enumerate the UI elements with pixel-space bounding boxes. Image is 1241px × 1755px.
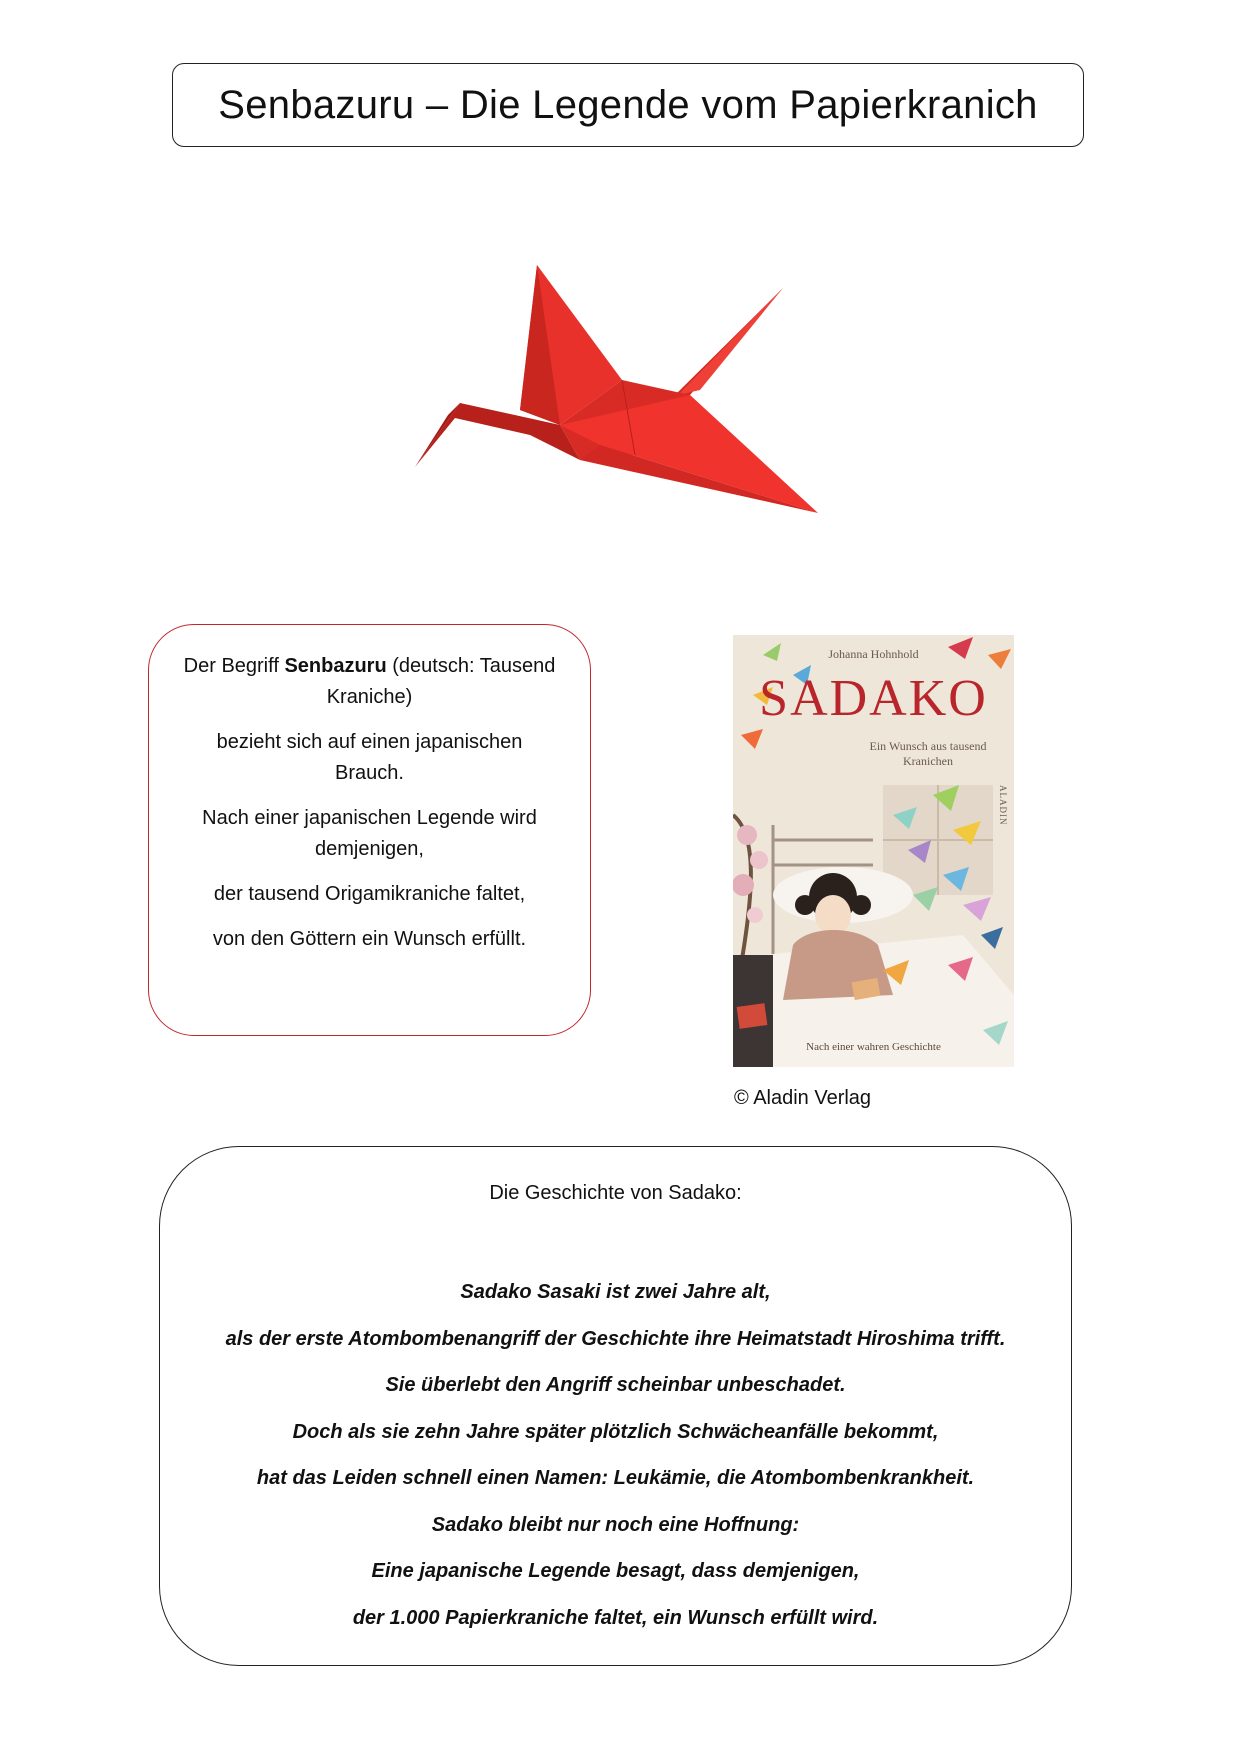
info-line-definition: Der Begriff Senbazuru (deutsch: Tausend Kraniche) <box>183 655 556 708</box>
crane-tail <box>670 288 783 400</box>
cover-tagline: Nach einer wahren Geschichte <box>806 1041 941 1053</box>
story-heading: Die Geschichte von Sadako: <box>489 1182 742 1204</box>
story-box <box>159 1146 1072 1666</box>
book-cover-image <box>733 635 1014 1067</box>
senbazuru-info-box <box>148 624 591 1036</box>
story-line: Eine japanische Legende besagt, dass demjenigen, <box>371 1560 860 1582</box>
story-line: Sadako bleibt nur noch eine Hoffnung: <box>431 1513 800 1536</box>
story-line: Doch als sie zehn Jahre später plötzlich Schwächeanfälle bekommt, <box>292 1420 939 1443</box>
cover-subtitle: Ein Wunsch aus tausend Kranichen <box>869 739 987 768</box>
info-line-legend: Nach einer japanischen Legende wird demjenigen, <box>202 807 537 860</box>
info-line-wish: von den Göttern ein Wunsch erfüllt. <box>212 928 527 950</box>
origami-crane-icon <box>400 255 830 520</box>
cover-publisher: ALADIN <box>998 785 1008 826</box>
story-line: hat das Leiden schnell einen Namen: Leukämie, die Atombombenkrankheit. <box>256 1467 975 1489</box>
cover-author: Johanna Hohnhold <box>828 647 919 661</box>
story-line: Sadako Sasaki ist zwei Jahre alt, <box>460 1281 771 1303</box>
story-text <box>160 1269 1071 1641</box>
title-box <box>172 63 1084 147</box>
term-senbazuru: Senbazuru <box>284 655 387 677</box>
story-line: Sie überlebt den Angriff scheinbar unbeschadet. <box>385 1374 846 1396</box>
page-title: Senbazuru – Die Legende vom Papierkranich <box>218 82 1038 127</box>
image-credit: © Aladin Verlag <box>734 1087 872 1109</box>
cover-title: SADAKO <box>759 670 988 727</box>
info-line-custom: bezieht sich auf einen japanischen Brauch. <box>216 731 523 784</box>
story-line: der 1.000 Papierkraniche faltet, ein Wunsch erfüllt wird. <box>352 1606 879 1629</box>
story-line: als der erste Atombombenangriff der Geschichte ihre Heimatstadt Hiroshima trifft. <box>225 1327 1006 1350</box>
info-line-folding: der tausend Origamikraniche faltet, <box>213 883 526 905</box>
